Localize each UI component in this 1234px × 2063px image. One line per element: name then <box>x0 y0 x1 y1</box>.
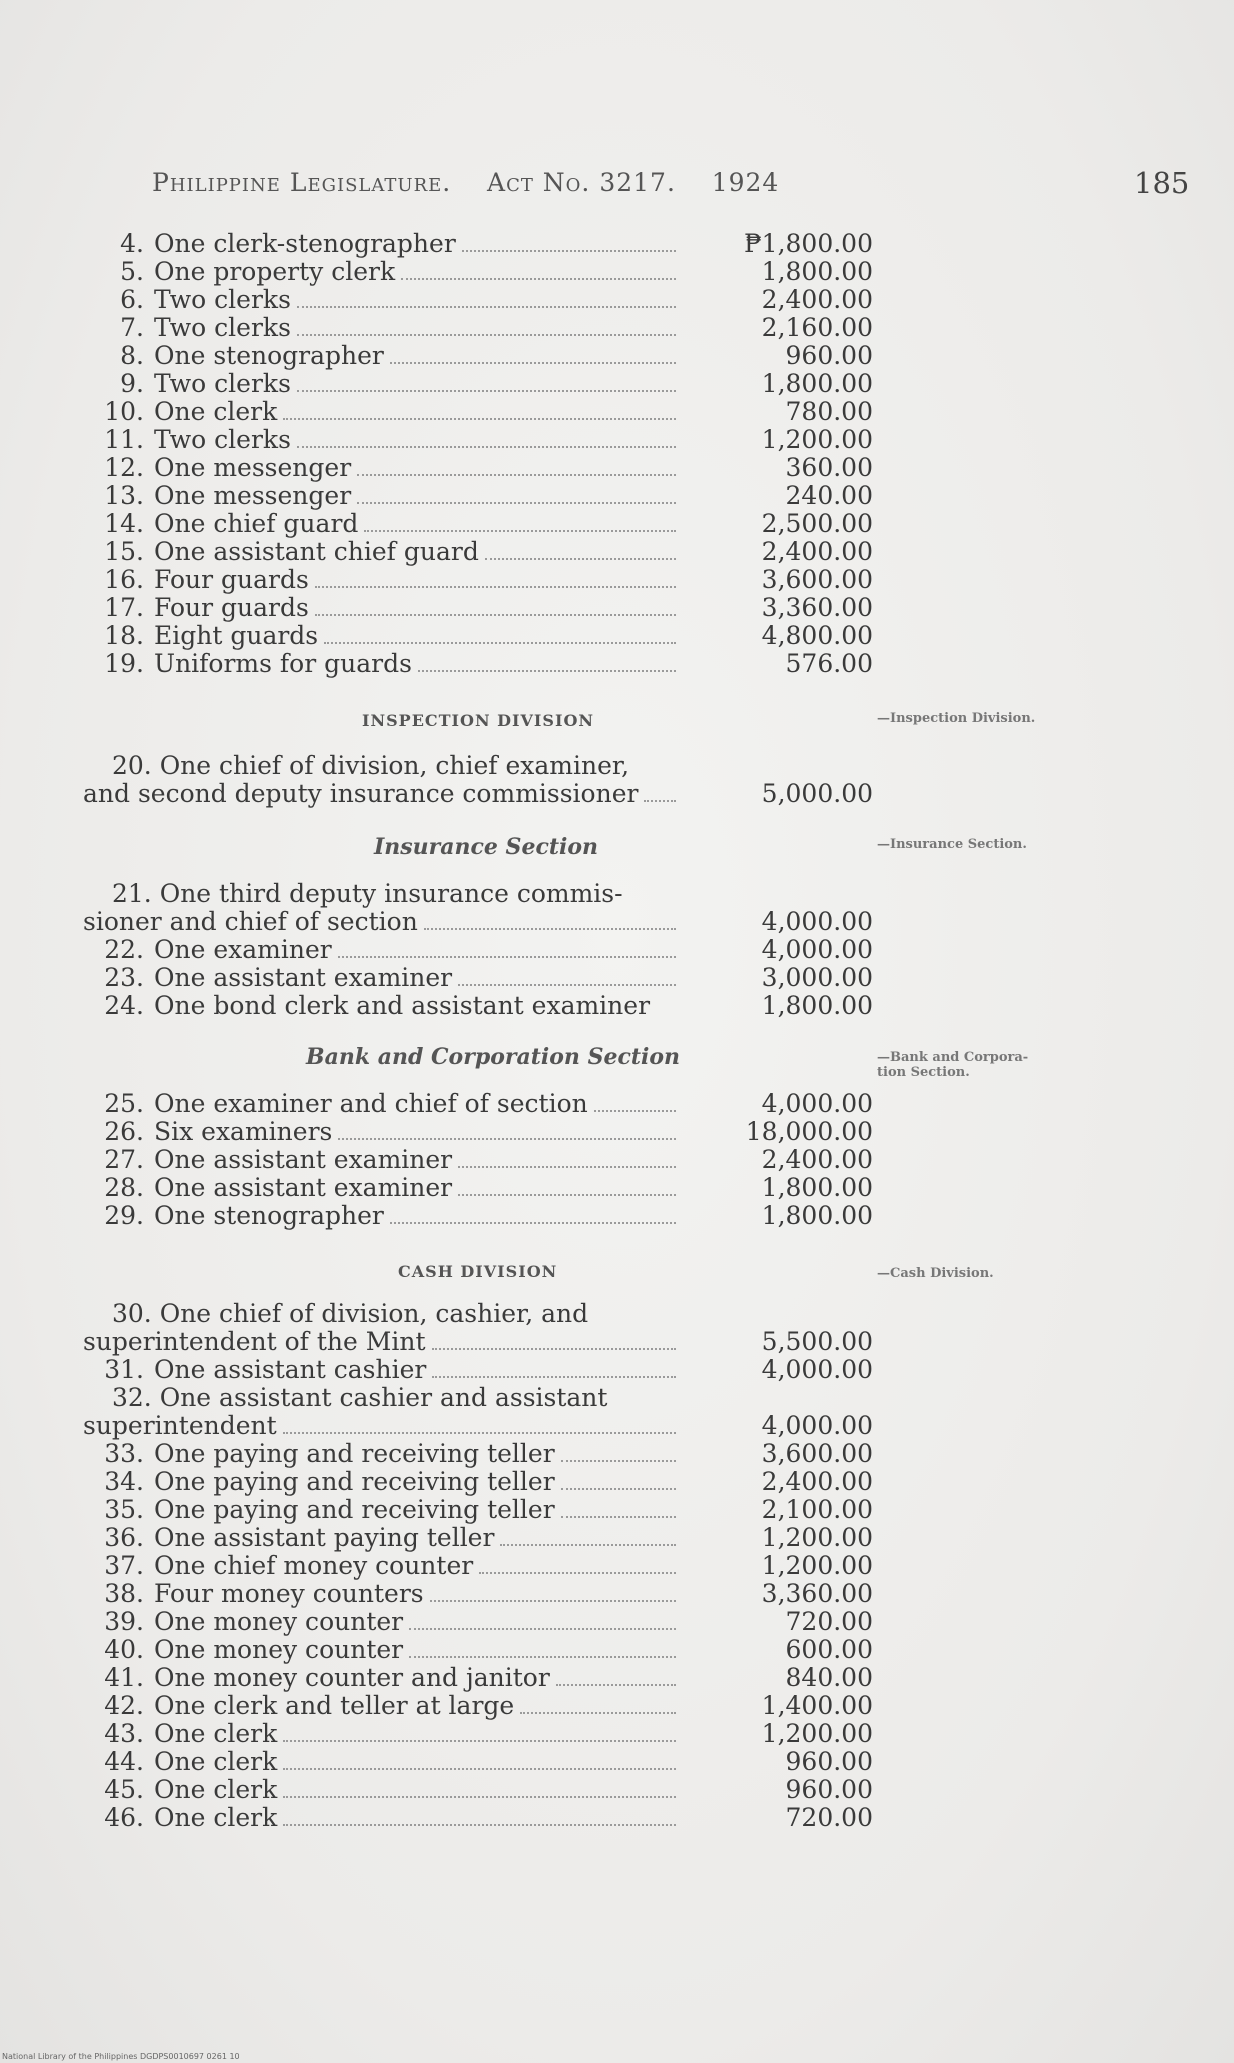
list-item: 10. One clerk <box>100 398 680 426</box>
list-item: 44. One clerk <box>100 1748 680 1776</box>
amount: 2,100.00 <box>761 1495 873 1524</box>
list-item: 14. One chief guard <box>100 510 680 538</box>
list-item: 46. One clerk <box>100 1804 680 1832</box>
list-item: 17. Four guards <box>100 594 680 622</box>
list-item: 19. Uniforms for guards <box>100 650 680 678</box>
scan-credit: National Library of the Philippines DGDPS0010697 0261 10 <box>2 2052 240 2061</box>
amount: 2,400.00 <box>761 537 873 566</box>
section-heading-insurance: Insurance Section <box>374 834 599 860</box>
list-item: 13. One messenger <box>100 482 680 510</box>
amount: 3,600.00 <box>761 1439 873 1468</box>
list-item: 33. One paying and receiving teller <box>100 1440 680 1468</box>
list-item: 30. One chief of division, cashier, and <box>112 1299 589 1328</box>
amount: 1,800.00 <box>761 1173 873 1202</box>
amount: 960.00 <box>785 1747 873 1776</box>
list-item: 18. Eight guards <box>100 622 680 650</box>
act-number: Act No. 3217. <box>487 168 676 197</box>
list-item: 6. Two clerks <box>100 286 680 314</box>
amount: 1,200.00 <box>761 425 873 454</box>
act-year: 1924 <box>711 168 780 197</box>
list-item: 38. Four money counters <box>100 1580 680 1608</box>
list-item: 27. One assistant examiner <box>100 1146 680 1174</box>
list-item: 26. Six examiners <box>100 1118 680 1146</box>
list-item: 37. One chief money counter <box>100 1552 680 1580</box>
running-head <box>152 168 779 197</box>
list-item: 36. One assistant paying teller <box>100 1524 680 1552</box>
list-item: 24. One bond clerk and assistant examiner <box>104 991 651 1020</box>
list-item: 15. One assistant chief guard <box>100 538 680 566</box>
amount: 960.00 <box>785 341 873 370</box>
list-item: 11. Two clerks <box>100 426 680 454</box>
amount: 4,800.00 <box>761 621 873 650</box>
marginal-note-bank <box>877 1050 1087 1080</box>
list-item: 40. One money counter <box>100 1636 680 1664</box>
marginal-note-insurance: —Insurance Section. <box>877 837 1027 852</box>
list-item: 34. One paying and receiving teller <box>100 1468 680 1496</box>
list-item: 45. One clerk <box>100 1776 680 1804</box>
list-item: 29. One stenographer <box>100 1202 680 1230</box>
amount: 1,800.00 <box>761 369 873 398</box>
amount: 1,200.00 <box>761 1551 873 1580</box>
list-item: 21. One third deputy insurance commis- <box>112 879 623 908</box>
list-item: 28. One assistant examiner <box>100 1174 680 1202</box>
list-item: 31. One assistant cashier <box>100 1356 680 1384</box>
amount: 1,800.00 <box>761 991 873 1020</box>
amount: 4,000.00 <box>761 1089 873 1118</box>
list-item: 25. One examiner and chief of section <box>100 1090 680 1118</box>
amount: 4,000.00 <box>761 935 873 964</box>
amount: 3,360.00 <box>761 1579 873 1608</box>
amount: 3,000.00 <box>761 963 873 992</box>
amount: 960.00 <box>785 1775 873 1804</box>
amount: 2,500.00 <box>761 509 873 538</box>
amount: ₱1,800.00 <box>744 229 873 258</box>
marginal-note-inspection: —Inspection Division. <box>877 711 1036 726</box>
amount: 5,000.00 <box>761 779 873 808</box>
list-item: 39. One money counter <box>100 1608 680 1636</box>
list-item: 12. One messenger <box>100 454 680 482</box>
amount: 2,400.00 <box>761 1467 873 1496</box>
amount: 1,400.00 <box>761 1691 873 1720</box>
amount: 240.00 <box>785 481 873 510</box>
list-item: 35. One paying and receiving teller <box>100 1496 680 1524</box>
list-item: 42. One clerk and teller at large <box>100 1692 680 1720</box>
amount: 5,500.00 <box>761 1327 873 1356</box>
list-item: 32. One assistant cashier and assistant <box>112 1383 608 1412</box>
amount: 1,800.00 <box>761 257 873 286</box>
list-item: 4. One clerk-stenographer <box>100 230 680 258</box>
amount: 840.00 <box>785 1663 873 1692</box>
amount: 2,400.00 <box>761 1145 873 1174</box>
amount: 4,000.00 <box>761 1411 873 1440</box>
list-item-continued: sioner and chief of section <box>83 908 680 936</box>
list-item: 5. One property clerk <box>100 258 680 286</box>
list-item-continued: superintendent <box>83 1412 680 1440</box>
page-number: 185 <box>1134 166 1190 200</box>
list-item-continued: superintendent of the Mint <box>83 1328 680 1356</box>
amount: 1,800.00 <box>761 1201 873 1230</box>
amount: 780.00 <box>785 397 873 426</box>
amount: 18,000.00 <box>745 1117 873 1146</box>
list-item-continued: and second deputy insurance commissioner <box>83 780 680 808</box>
list-item: 20. One chief of division, chief examiner, <box>112 751 630 780</box>
list-item: 8. One stenographer <box>100 342 680 370</box>
amount: 3,360.00 <box>761 593 873 622</box>
amount: 2,400.00 <box>761 285 873 314</box>
section-heading-cash: CASH DIVISION <box>398 1262 558 1281</box>
list-item: 9. Two clerks <box>100 370 680 398</box>
amount: 720.00 <box>785 1607 873 1636</box>
amount: 4,000.00 <box>761 1355 873 1384</box>
marginal-note-cash: —Cash Division. <box>877 1266 994 1281</box>
list-item: 22. One examiner <box>100 936 680 964</box>
amount: 1,200.00 <box>761 1719 873 1748</box>
list-item: 7. Two clerks <box>100 314 680 342</box>
running-title: Philippine Legislature. <box>152 168 452 197</box>
amount: 1,200.00 <box>761 1523 873 1552</box>
amount: 2,160.00 <box>761 313 873 342</box>
amount: 576.00 <box>785 649 873 678</box>
amount: 600.00 <box>785 1635 873 1664</box>
marginal-note-bank-line1: —Bank and Corpora- <box>877 1050 1029 1065</box>
amount: 360.00 <box>785 453 873 482</box>
section-heading-inspection: INSPECTION DIVISION <box>362 711 595 730</box>
list-item: 43. One clerk <box>100 1720 680 1748</box>
list-item: 41. One money counter and janitor <box>100 1664 680 1692</box>
amount: 3,600.00 <box>761 565 873 594</box>
list-item: 23. One assistant examiner <box>100 964 680 992</box>
amount: 4,000.00 <box>761 907 873 936</box>
section-heading-bank: Bank and Corporation Section <box>306 1044 681 1070</box>
amount: 720.00 <box>785 1803 873 1832</box>
marginal-note-bank-line2: tion Section. <box>877 1065 970 1080</box>
list-item: 16. Four guards <box>100 566 680 594</box>
